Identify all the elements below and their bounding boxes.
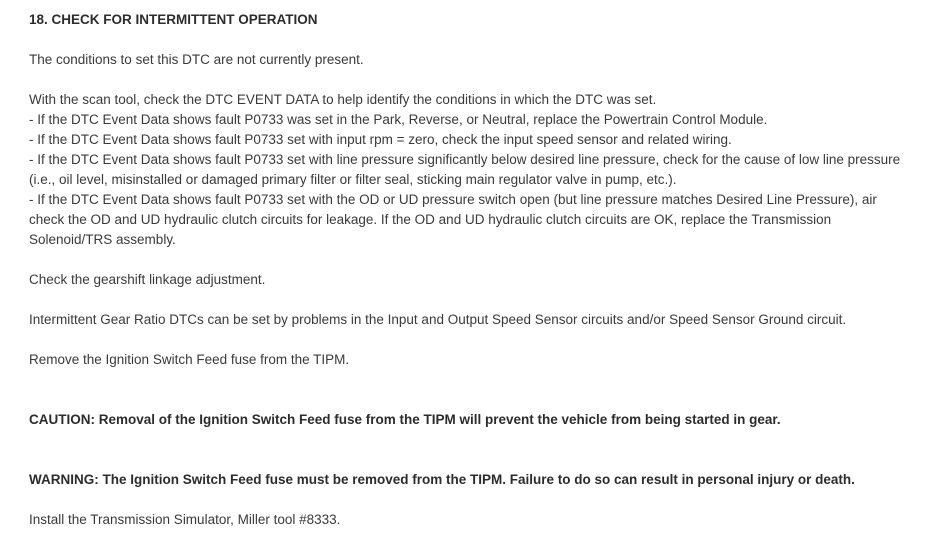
- step-heading: 18. CHECK FOR INTERMITTENT OPERATION: [29, 12, 318, 27]
- caution-note: CAUTION: Removal of the Ignition Switch Feed fuse from the TIPM will prevent the vehicle from being started in gear.: [29, 412, 781, 427]
- paragraph-gearshift: Check the gearshift linkage adjustment.: [29, 272, 266, 287]
- paragraph-conditions: The conditions to set this DTC are not currently present.: [29, 52, 364, 67]
- event-data-intro: With the scan tool, check the DTC EVENT DATA to help identify the conditions in which the DTC was set.: [29, 92, 657, 107]
- warning-note: WARNING: The Ignition Switch Feed fuse must be removed from the TIPM. Failure to do so can result in personal injury or death.: [29, 472, 855, 487]
- bullet-item: - If the DTC Event Data shows fault P0733 was set in the Park, Reverse, or Neutral, replace the Powertrain Control Module.: [29, 112, 768, 127]
- paragraph-remove-fuse: Remove the Ignition Switch Feed fuse from the TIPM.: [29, 352, 350, 367]
- bullet-item: - If the DTC Event Data shows fault P0733 set with the OD or UD pressure switch open (but line pressure matches Desired Line Pressure), air check the OD and UD hydraulic clutch circuits for leakage. If the OD and UD hydraulic clutch circuits are OK, replace the Transmission Solenoid/TRS assembly.: [29, 192, 877, 247]
- paragraph-install-simulator: Install the Transmission Simulator, Miller tool #8333.: [29, 512, 341, 527]
- paragraph-intermittent: Intermittent Gear Ratio DTCs can be set by problems in the Input and Output Speed Sensor circuits and/or Speed Sensor Ground circuit.: [29, 312, 847, 327]
- paragraph-event-data: [29, 90, 909, 250]
- bullet-item: - If the DTC Event Data shows fault P0733 set with line pressure significantly below desired line pressure, check for the cause of low line pressure (i.e., oil level, misinstalled or damaged primary filter or filter seal, sticking main regulator valve in pump, etc.).: [29, 152, 901, 187]
- bullet-item: - If the DTC Event Data shows fault P0733 set with input rpm = zero, check the input speed sensor and related wiring.: [29, 132, 732, 147]
